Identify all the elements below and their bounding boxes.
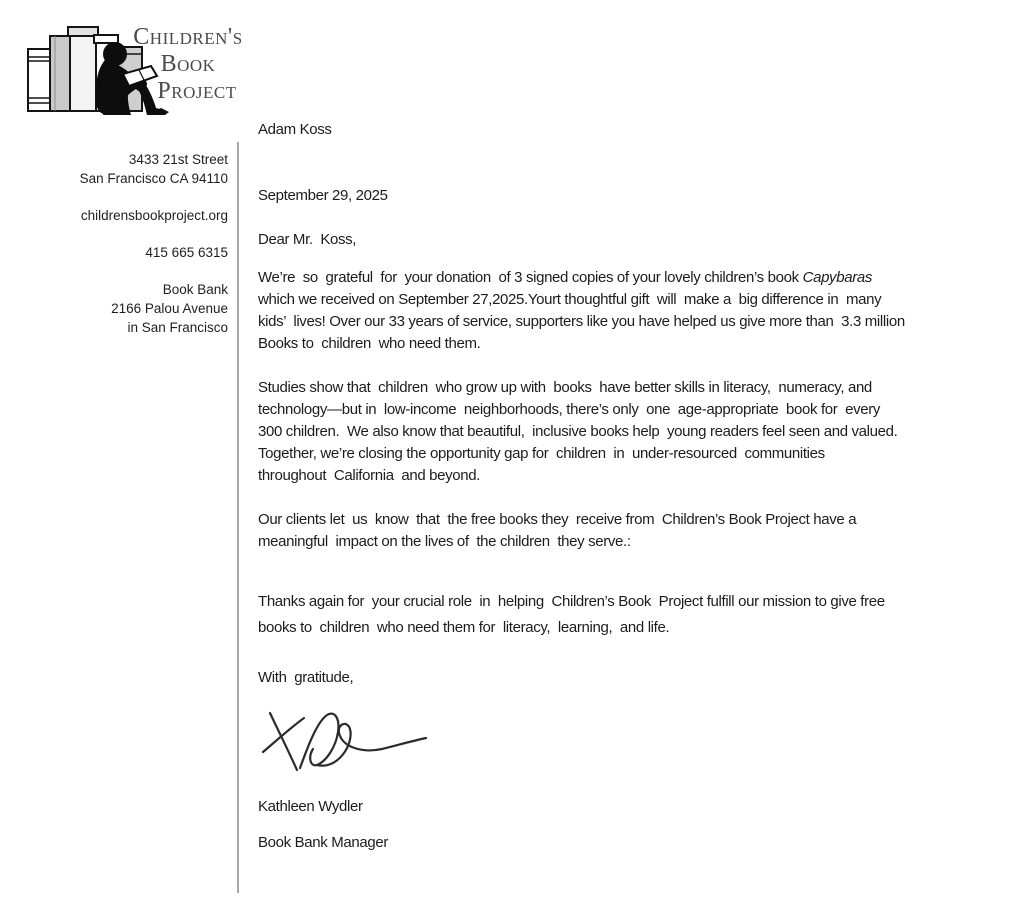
paragraph-line: Thanks again for your crucial role in helping Children’s Book Project fulfill our mission to give free (258, 593, 885, 610)
paragraph-thanks (258, 589, 885, 641)
salutation: Dear Mr. Koss, (258, 231, 357, 248)
org-city: San Francisco CA 94110 (79, 171, 228, 186)
paragraph-studies (258, 377, 897, 487)
paragraph-line: technology—but in low-income neighborhoods, there’s only one age-appropriate book for every (258, 401, 881, 418)
paragraph-line: Together, we’re closing the opportunity gap for children in under-resourced communities (258, 445, 825, 462)
closing-phrase: With gratitude, (258, 669, 354, 686)
org-name (122, 24, 254, 105)
org-name-line2: Book (160, 51, 216, 77)
org-address (0, 150, 228, 188)
org-name-line3: Project (157, 78, 237, 104)
recipient-name: Adam Koss (258, 121, 332, 138)
signer-title: Book Bank Manager (258, 834, 388, 851)
signer-name: Kathleen Wydler (258, 798, 363, 815)
paragraph-line: which we received on September 27,2025.Yourt thoughtful gift will make a big difference in many (258, 291, 882, 308)
book-title-italic: Capybaras (802, 269, 872, 286)
paragraph-line: Our clients let us know that the free books they receive from Children’s Book Project have a (258, 511, 857, 528)
book-bank-city: in San Francisco (127, 320, 228, 335)
org-name-line1: Children's (133, 24, 243, 50)
paragraph-line: kids’ lives! Over our 33 years of service, supporters like you have helped us give more than 3.3 million (258, 313, 905, 330)
org-website: childrensbookproject.org (80, 208, 228, 223)
book-bank-address (0, 280, 228, 337)
paragraph-line: 300 children. We also know that beautiful, inclusive books help young readers feel seen and valued. (258, 423, 898, 440)
paragraph-clients (258, 509, 856, 553)
letter-date: September 29, 2025 (258, 187, 388, 204)
book-bank-name: Book Bank (162, 282, 228, 297)
paragraph-line: throughout California and beyond. (258, 467, 481, 484)
paragraph-line (258, 267, 905, 289)
org-logo (20, 22, 252, 122)
org-street: 3433 21st Street (128, 152, 228, 167)
paragraph-line: books to children who need them for literacy, learning, and life. (258, 619, 670, 636)
handwritten-signature-icon (256, 704, 434, 787)
book-bank-street: 2166 Palou Avenue (111, 301, 228, 316)
paragraph-line: Books to children who need them. (258, 335, 481, 352)
org-phone: 415 665 6315 (145, 245, 228, 260)
vertical-divider (237, 142, 239, 893)
paragraph-line: Studies show that children who grow up with books have better skills in literacy, numeracy, and (258, 379, 872, 396)
paragraph-gratitude (258, 267, 905, 355)
paragraph-text: We’re so grateful for your donation of 3 signed copies of your lovely children’s book (258, 269, 803, 286)
paragraph-line: meaningful impact on the lives of the children they serve.: (258, 533, 631, 550)
